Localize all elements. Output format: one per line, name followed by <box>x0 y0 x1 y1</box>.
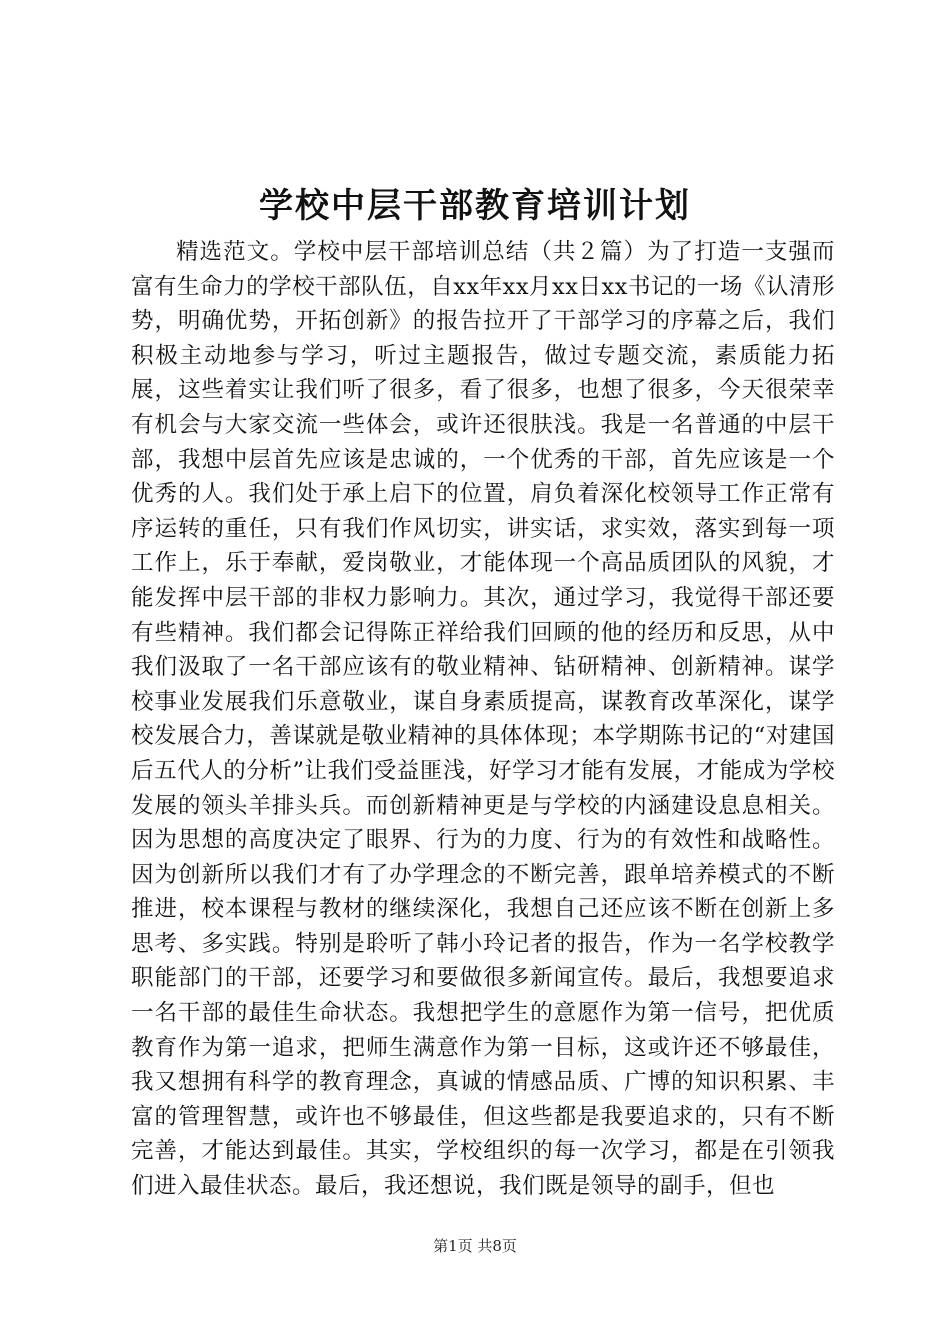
document-body: 精选范文。学校中层干部培训总结（共２篇）为了打造一支强而富有生命力的学校干部队伍，自xx年xx月xx日xx书记的一场《认清形势，明确优势，开拓创新》的报告拉开了干部学习的序幕之后，我们积极主动地参与学习，听过主题报告，做过专题交流，素质能力拓展，这些着实让我们听了很多，看了很多，也想了很多，今天很荣幸有机会与大家交流一些体会，或许还很肤浅。我是一名普通的中层干部，我想中层首先应该是忠诚的，一个优秀的干部，首先应该是一个优秀的人。我们处于承上启下的位置，肩负着深化校领导工作正常有序运转的重任，只有我们作风切实，讲实话，求实效，落实到每一项工作上，乐于奉献，爱岗敬业，才能体现一个高品质团队的风貌，才能发挥中层干部的非权力影响力。其次，通过学习，我觉得干部还要有些精神。我们都会记得陈正祥给我们回顾的他的经历和反思，从中我们汲取了一名干部应该有的敬业精神、钻研精神、创新精神。谋学校事业发展我们乐意敬业，谋自身素质提高，谋教育改革深化，谋学校发展合力，善谋就是敬业精神的具体体现；本学期陈书记的“对建国后五代人的分析”让我们受益匪浅，好学习才能有发展，才能成为学校发展的领头羊排头兵。而创新精神更是与学校的内涵建设息息相关。因为思想的高度决定了眼界、行为的力度、行为的有效性和战略性。因为创新所以我们才有了办学理念的不断完善，跟单培养模式的不断推进，校本课程与教材的继续深化，我想自己还应该不断在创新上多思考、多实践。特别是聆听了韩小玲记者的报告，作为一名学校教学职能部门的干部，还要学习和要做很多新闻宣传。最后，我想要追求一名干部的最佳生命状态。我想把学生的意愿作为第一信号，把优质教育作为第一追求，把师生满意作为第一目标，这或许还不够最佳，我又想拥有科学的教育理念，真诚的情感品质、广博的知识积累、丰富的管理智慧，或许也不够最佳，但这些都是我要追求的，只有不断完善，才能达到最佳。其实，学校组织的每一次学习，都是在引领我们进入最佳状态。最后，我还想说，我们既是领导的副手，但也 <box>131 239 835 1200</box>
page-number: 第1页 共8页 <box>433 1237 517 1255</box>
document-title: 学校中层干部教育培训计划 <box>259 186 691 226</box>
